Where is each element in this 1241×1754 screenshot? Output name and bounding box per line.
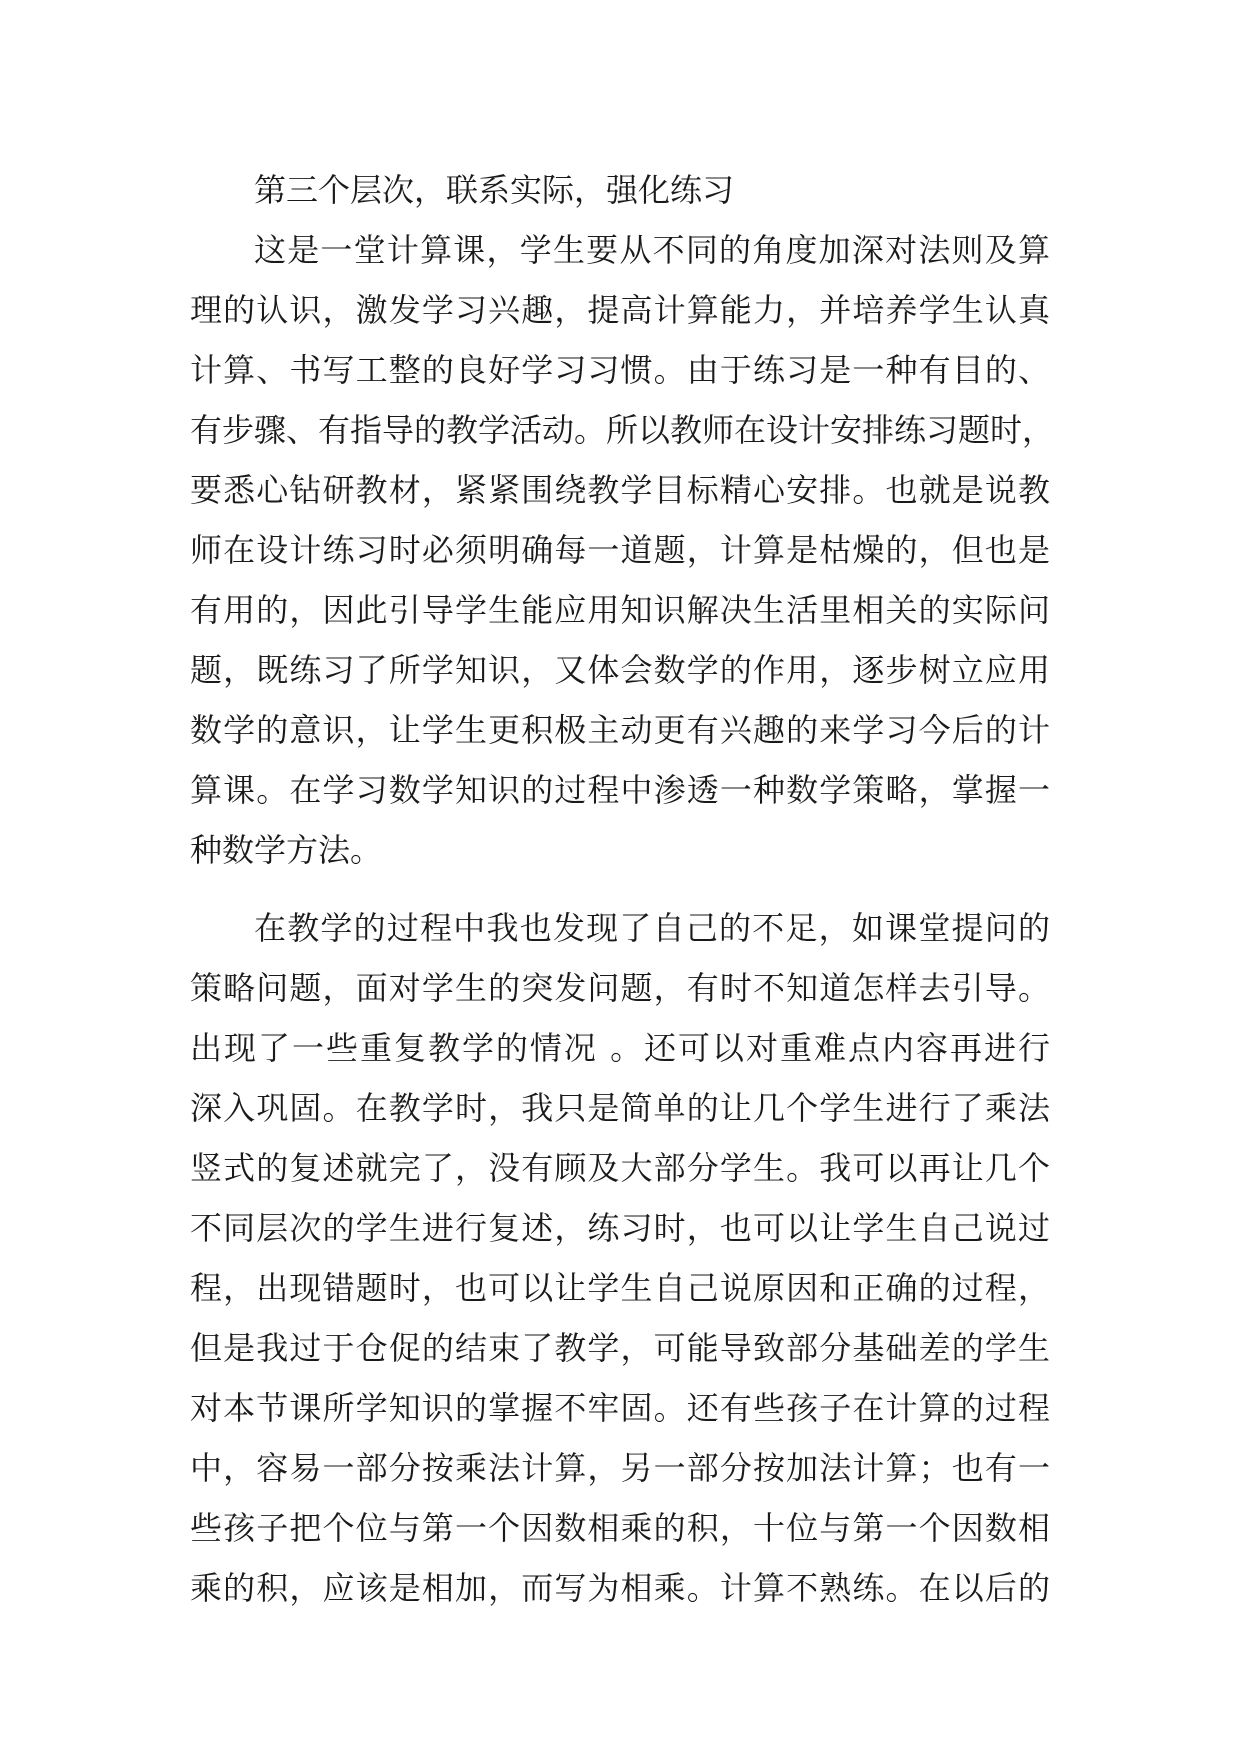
text-line: 中，容易一部分按乘法计算，另一部分按加法计算；也有一	[190, 1449, 1050, 1487]
text-line: 有步骤、有指导的教学活动。所以教师在设计安排练习题时，	[190, 411, 1055, 449]
text-line: 算课。在学习数学知识的过程中渗透一种数学策略，掌握一	[190, 771, 1050, 809]
paragraph-1	[190, 220, 1055, 880]
text-line: 策略问题，面对学生的突发问题，有时不知道怎样去引导。	[190, 969, 1050, 1007]
text-line: 师在设计练习时必须明确每一道题，计算是枯燥的，但也是	[190, 531, 1050, 569]
paragraph-2	[190, 898, 1050, 1618]
text-line: 计算、书写工整的良好学习习惯。由于练习是一种有目的、	[190, 351, 1050, 389]
text-line: 种数学方法。	[190, 831, 383, 869]
text-line: 有用的，因此引导学生能应用知识解决生活里相关的实际问	[190, 591, 1050, 629]
text-line: 在教学的过程中我也发现了自己的不足，如课堂提问的	[254, 909, 1050, 947]
text-line: 但是我过于仓促的结束了教学，可能导致部分基础差的学生	[190, 1329, 1050, 1367]
text-line: 数学的意识，让学生更积极主动更有兴趣的来学习今后的计	[190, 711, 1050, 749]
text-line: 深入巩固。在教学时，我只是简单的让几个学生进行了乘法	[190, 1089, 1050, 1127]
section-heading: 第三个层次，联系实际，强化练习	[254, 171, 735, 209]
paragraph-spacer	[190, 880, 1050, 898]
text-line: 乘的积，应该是相加，而写为相乘。计算不熟练。在以后的	[190, 1569, 1050, 1607]
document-body	[190, 160, 1055, 1618]
text-line: 这是一堂计算课，学生要从不同的角度加深对法则及算	[254, 231, 1050, 269]
text-line: 对本节课所学知识的掌握不牢固。还有些孩子在计算的过程	[190, 1389, 1050, 1427]
text-line: 理的认识，激发学习兴趣，提高计算能力，并培养学生认真	[190, 291, 1050, 329]
text-line: 些孩子把个位与第一个因数相乘的积，十位与第一个因数相	[190, 1509, 1050, 1547]
text-line: 题，既练习了所学知识，又体会数学的作用，逐步树立应用	[190, 651, 1050, 689]
text-line: 要悉心钻研教材，紧紧围绕教学目标精心安排。也就是说教	[190, 471, 1050, 509]
text-line: 不同层次的学生进行复述，练习时，也可以让学生自己说过	[190, 1209, 1050, 1247]
text-line: 竖式的复述就完了，没有顾及大部分学生。我可以再让几个	[190, 1149, 1050, 1187]
text-line: 程，出现错题时，也可以让学生自己说原因和正确的过程，	[190, 1269, 1050, 1307]
text-line: 出现了一些重复教学的情况 。还可以对重难点内容再进行	[190, 1029, 1050, 1067]
